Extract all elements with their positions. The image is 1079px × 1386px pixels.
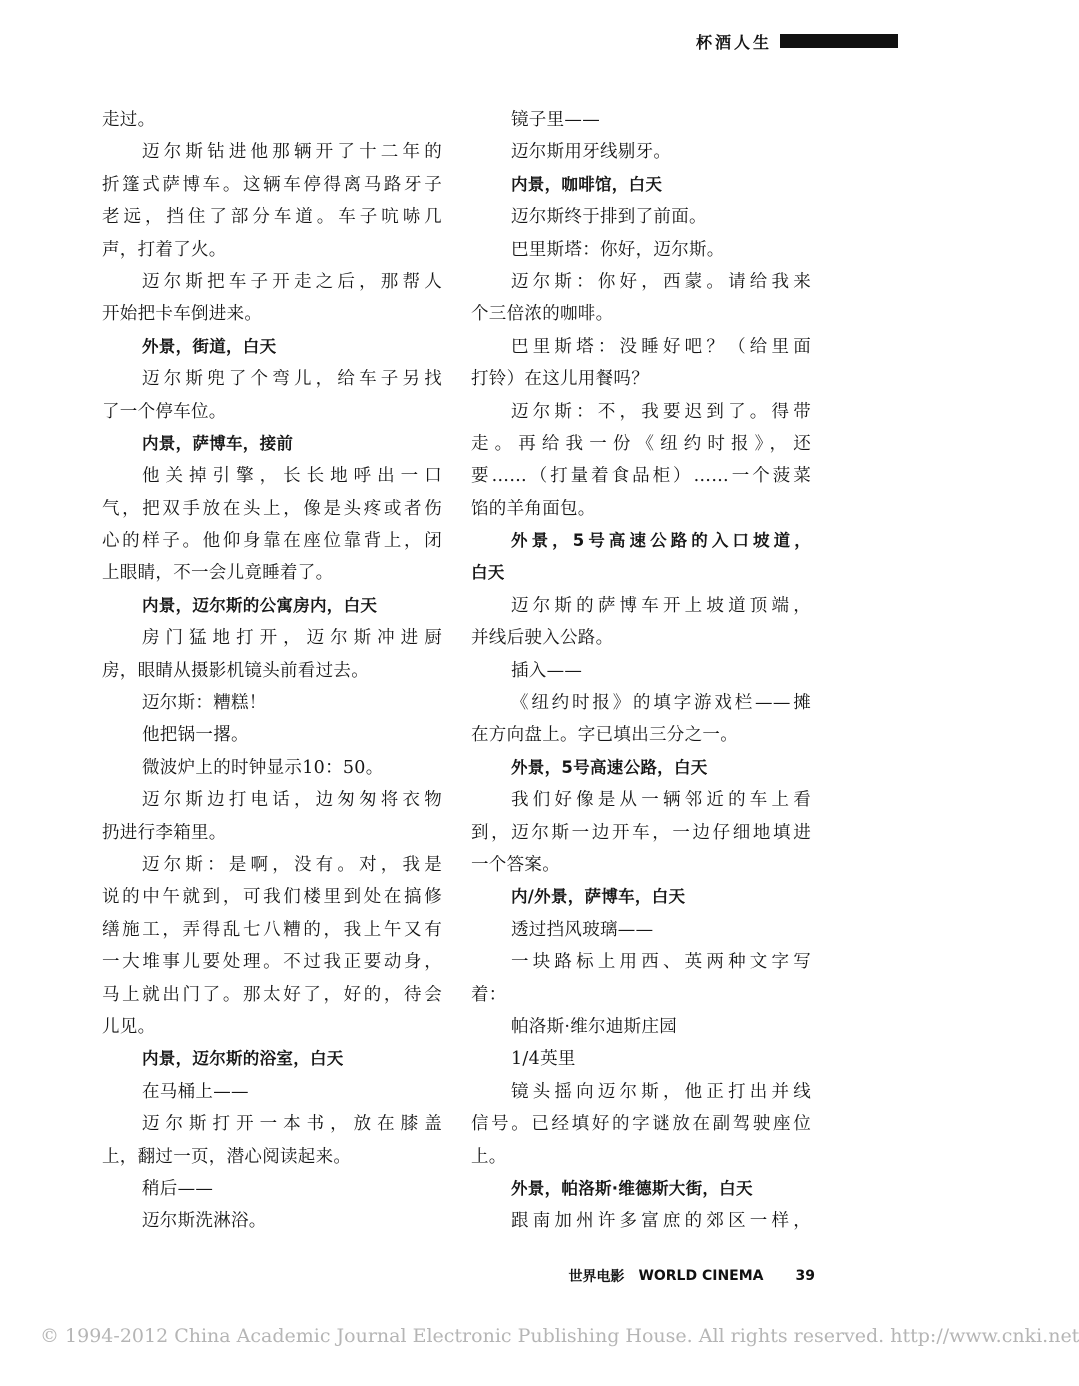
text-line: 在方向盘上。字已填出三分之一。 (471, 725, 738, 746)
scene-heading-line: 内/外景，萨博车，白天 (511, 887, 686, 907)
text-line: 着： (471, 984, 507, 1005)
scene-heading-line: 白天 (471, 563, 505, 583)
text-line: 一个答案。 (471, 854, 560, 875)
magazine-name-cn: 世界电影 (568, 1269, 625, 1285)
text-line: 迈尔斯：糟糕！ (142, 693, 267, 714)
text-line: 迈尔斯打开一本书，放在膝盖 (142, 1114, 442, 1135)
text-line: 个三倍浓的咖啡。 (471, 304, 614, 325)
text-line: 房门猛地打开，迈尔斯冲进厨 (142, 628, 442, 649)
text-line: 微波炉上的时钟显示10：50。 (142, 757, 384, 778)
text-line: 上。 (471, 1146, 507, 1167)
text-line: 了一个停车位。 (102, 401, 227, 422)
text-line: 迈尔斯用牙线剔牙。 (511, 142, 672, 163)
text-line: 马上就出门了。那太好了，好的，待会 (102, 984, 442, 1005)
scene-heading-line: 外景，5号高速公路的入口坡道， (511, 531, 811, 551)
scene-heading-line: 外景，帕洛斯·维德斯大街，白天 (511, 1178, 753, 1198)
text-line: 说的中午就到，可我们楼里到处在搞修 (102, 887, 442, 908)
text-line: 儿见。 (102, 1016, 156, 1037)
header-bar (780, 34, 898, 48)
text-line: 迈尔斯边打电话，边匆匆将衣物 (142, 790, 442, 811)
text-line: 迈尔斯终于排到了前面。 (511, 207, 707, 228)
scene-heading-line: 内景，迈尔斯的公寓房内，白天 (142, 595, 378, 615)
text-line: 走。再给我一份《纽约时报》，还 (471, 433, 811, 454)
text-line: 他把锅一撂。 (142, 725, 249, 746)
right-column (471, 104, 811, 1238)
page-footer (568, 1266, 815, 1286)
text-line: 他关掉引擎，长长地呼出一口 (142, 466, 442, 487)
text-line: 一块路标上用西、英两种文字写 (511, 952, 811, 973)
text-line: 并线后驶入公路。 (471, 628, 614, 649)
text-line: 稍后—— (142, 1178, 214, 1199)
text-line: 迈尔斯把车子开走之后，那帮人 (142, 271, 442, 292)
left-column (102, 104, 442, 1238)
text-line: 我们好像是从一辆邻近的车上看 (511, 790, 811, 811)
text-line: 透过挡风玻璃—— (511, 919, 654, 940)
text-line: 帕洛斯·维尔迪斯庄园 (511, 1016, 678, 1037)
text-line: 镜子里—— (511, 110, 600, 130)
text-line: 迈尔斯钻进他那辆开了十二年的 (142, 142, 442, 163)
text-line: 迈尔斯：你好，西蒙。请给我来 (511, 271, 811, 292)
text-line: 气，把双手放在头上，像是头疼或者伤 (102, 498, 442, 519)
text-line: 打铃）在这儿用餐吗？ (471, 369, 649, 390)
text-line: 心的样子。他仰身靠在座位靠背上，闭 (102, 531, 442, 552)
text-line: 在马桶上—— (142, 1081, 249, 1102)
text-line: 迈尔斯：不，我要迟到了。得带 (511, 401, 811, 422)
text-line: 走过。 (102, 110, 156, 130)
text-line: 声，打着了火。 (102, 239, 227, 260)
text-line: 迈尔斯的萨博车开上坡道顶端， (511, 595, 811, 616)
text-line: 上，翻过一页，潜心阅读起来。 (102, 1146, 352, 1167)
text-line: 上眼睛，不一会儿竟睡着了。 (102, 563, 334, 584)
text-line: 到，迈尔斯一边开车，一边仔细地填进 (471, 822, 811, 843)
text-line: 迈尔斯：是啊，没有。对，我是 (142, 854, 442, 875)
page-number: 39 (795, 1268, 815, 1284)
text-line: 镜头摇向迈尔斯，他正打出并线 (511, 1081, 811, 1102)
scene-heading-line: 内景，咖啡馆，白天 (511, 174, 663, 194)
text-line: 馅的羊角面包。 (471, 498, 596, 519)
running-header (696, 30, 898, 52)
text-line: 插入—— (511, 660, 583, 681)
text-line: 一大堆事儿要处理。不过我正要动身， (102, 952, 442, 973)
text-line: 巴里斯塔：你好，迈尔斯。 (511, 239, 725, 260)
scene-heading-line: 外景，5号高速公路，白天 (511, 757, 708, 777)
text-line: 折篷式萨博车。这辆车停得离马路牙子 (102, 174, 442, 195)
text-line: 缮施工，弄得乱七八糟的，我上午又有 (102, 919, 442, 940)
text-line: 老远，挡住了部分车道。车子吭哧几 (102, 207, 442, 228)
text-line: 开始把卡车倒进来。 (102, 304, 263, 325)
section-title: 杯酒人生 (695, 32, 772, 52)
magazine-name-en: WORLD CINEMA (638, 1268, 764, 1284)
scene-heading-line: 内景，迈尔斯的浴室，白天 (142, 1049, 344, 1069)
text-line: 房，眼睛从摄影机镜头前看过去。 (102, 660, 369, 681)
text-line: 扔进行李箱里。 (102, 822, 227, 843)
text-line: 《纽约时报》的填字游戏栏——摊 (511, 693, 811, 714)
scene-heading-line: 内景，萨博车，接前 (142, 433, 294, 453)
scene-heading-line: 外景，街道，白天 (142, 336, 277, 356)
text-line: 迈尔斯兜了个弯儿，给车子另找 (142, 369, 442, 390)
text-line: 巴里斯塔：没睡好吧？（给里面 (511, 336, 811, 357)
copyright-notice: © 1994-2012 China Academic Journal Electronic Publishing House. All rights reserved. http://www.cnki.net (40, 1325, 1079, 1347)
text-line: 迈尔斯洗淋浴。 (142, 1211, 267, 1232)
text-line: 跟南加州许多富庶的郊区一样， (511, 1211, 811, 1232)
text-line: 信号。已经填好的字谜放在副驾驶座位 (471, 1114, 811, 1135)
text-line: 要……（打量着食品柜）……一个菠菜 (471, 466, 811, 487)
text-line: 1/4英里 (511, 1049, 576, 1070)
